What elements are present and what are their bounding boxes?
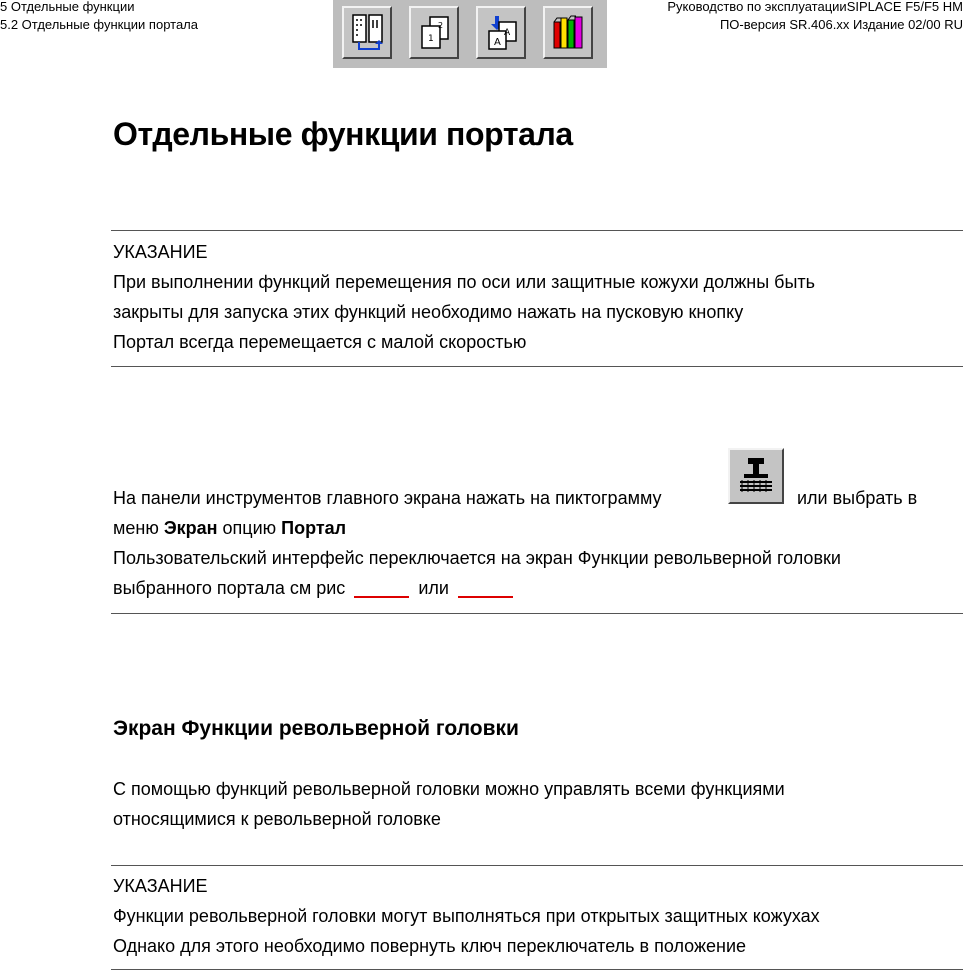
step-text: Пользовательский интерфейс переключается на экран Функции револьверной головки [113, 548, 841, 568]
version-info: ПО-версия SR.406.xx Издание 02/00 RU [719, 17, 963, 32]
note-text: Портал всегда перемещается с малой скоростью [113, 332, 527, 352]
step-text [113, 576, 517, 600]
navigation-toolbar [333, 0, 607, 68]
portal-icon [736, 456, 776, 496]
svg-text:1: 1 [428, 34, 434, 44]
section-header: 5.2 Отдельные функции портала [0, 17, 198, 32]
library-button[interactable] [543, 6, 593, 59]
section-text: С помощью функций револьверной головки можно управлять всеми функциями [113, 779, 785, 799]
svg-text:2: 2 [438, 21, 444, 30]
contents-button[interactable] [342, 6, 392, 59]
contents-icon [351, 14, 385, 52]
step-text-part: выбранного портала см рис [113, 578, 346, 598]
menu-option-name: Портал [281, 518, 347, 538]
note-text: закрыты для запуска этих функций необходимо нажать на пусковую кнопку [113, 302, 744, 322]
section-text: относящимися к револьверной головке [113, 809, 441, 829]
index-button[interactable] [476, 6, 526, 59]
index-icon [485, 14, 519, 52]
step-text [113, 486, 662, 510]
divider [111, 366, 963, 367]
figure-reference-link[interactable] [458, 596, 513, 598]
divider [111, 865, 963, 866]
step-text-part: меню [113, 518, 164, 538]
step-text: или выбрать в [797, 488, 918, 508]
note-text: Функции револьверной головки могут выполняться при открытых защитных кожухах [113, 906, 820, 926]
divider [111, 230, 963, 231]
manual-title: Руководство по эксплуатацииSIPLACE F5/F5 HM [667, 0, 963, 14]
svg-text:A: A [494, 37, 501, 48]
step-text-part: или [418, 578, 449, 598]
note-label: УКАЗАНИЕ [113, 242, 208, 262]
page-title: Отдельные функции портала [113, 116, 573, 152]
library-icon [552, 14, 586, 52]
chapter-header: 5 Отдельные функции [0, 0, 135, 14]
section-title: Экран Функции револьверной головки [113, 717, 519, 740]
menu-name: Экран [163, 518, 218, 538]
portal-button[interactable] [728, 448, 784, 504]
note-text: При выполнении функций перемещения по оси или защитные кожухи должны быть [113, 272, 816, 292]
step-text [113, 516, 346, 540]
previous-page-icon [418, 14, 452, 52]
divider [111, 613, 963, 614]
divider [111, 969, 963, 970]
step-text-part: опцию [217, 518, 282, 538]
step-text-part: На панели инструментов главного экрана нажать на пиктограмму [113, 488, 662, 508]
svg-text:A: A [504, 28, 511, 38]
note-label: УКАЗАНИЕ [113, 876, 208, 896]
previous-page-button[interactable] [409, 6, 459, 59]
note-text: Однако для этого необходимо повернуть ключ переключатель в положение [113, 936, 747, 956]
figure-reference-link[interactable] [354, 596, 409, 598]
